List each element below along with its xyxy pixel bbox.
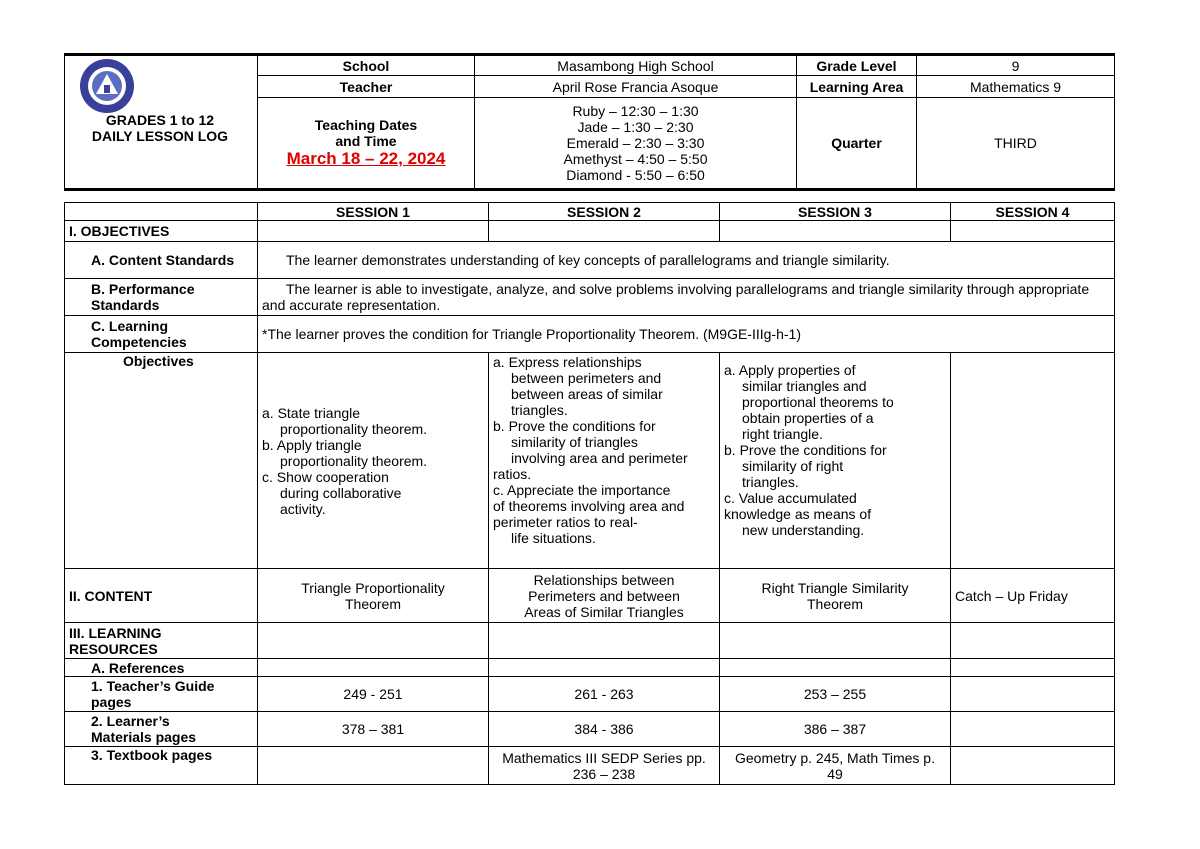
s3-obj-line: obtain properties of a [742, 410, 874, 426]
s2-obj-line: triangles. [511, 402, 568, 418]
s3-obj-line: triangles. [742, 474, 799, 490]
content-standards-text: The learner demonstrates understanding of key concepts of parallelograms and triangle similarity. [258, 242, 1115, 279]
teacher-label: Teacher [258, 76, 475, 98]
session-3-objectives [720, 353, 951, 569]
s2-obj-line: c. Appreciate the importance [493, 482, 671, 498]
s2-obj-line: ratios. [493, 466, 532, 482]
schedule-amethyst: Amethyst – 4:50 – 5:50 [563, 151, 708, 167]
session-2-objectives [489, 353, 720, 569]
session-1-objectives [258, 353, 489, 569]
session-1-header: SESSION 1 [258, 203, 489, 221]
session-4-content: Catch – Up Friday [951, 569, 1115, 623]
content-standards-label: A. Content Standards [65, 242, 258, 279]
school-label: School [258, 55, 475, 76]
teaching-dates-label-2: and Time [335, 133, 397, 149]
tg-session-3: 253 – 255 [720, 677, 951, 712]
log-title-line-1: GRADES 1 to 12 [105, 112, 215, 128]
s3-obj-line: c. Value accumulated [724, 490, 857, 506]
performance-standards-text: The learner is able to investigate, analyze, and solve problems involving parallelograms and triangle similarity through appropriate and accurate representation. [258, 279, 1115, 316]
lesson-table [64, 202, 1115, 785]
references-label: A. References [65, 659, 258, 677]
schedule-ruby: Ruby – 12:30 – 1:30 [572, 103, 699, 119]
performance-standards-label: B. Performance Standards [65, 279, 258, 316]
learners-materials-label: 2. Learner’s Materials pages [65, 712, 258, 747]
lm-session-4 [951, 712, 1115, 747]
grade-level-value: 9 [917, 55, 1115, 76]
tg-session-4 [951, 677, 1115, 712]
s2-obj-line: between areas of similar [511, 386, 663, 402]
learning-area-label: Learning Area [797, 76, 917, 98]
s3-obj-line: b. Prove the conditions for [724, 442, 887, 458]
s1-obj-line: proportionality theorem. [280, 420, 428, 437]
header-info-table [64, 53, 1115, 191]
s3-obj-line: similar triangles and [742, 378, 867, 394]
s1-obj-line: a. State triangle [262, 404, 361, 421]
teachers-guide-label: 1. Teacher’s Guide pages [65, 677, 258, 712]
content-label: II. CONTENT [65, 569, 258, 623]
teaching-dates-cell [258, 98, 475, 190]
objectives-heading: I. OBJECTIVES [65, 221, 258, 242]
teaching-dates-value: March 18 – 22, 2024 [286, 149, 446, 168]
s3-obj-line: knowledge as means of [724, 506, 872, 522]
lm-session-2: 384 - 386 [489, 712, 720, 747]
s1-obj-line: during collaborative [280, 484, 402, 501]
log-title-line-2: DAILY LESSON LOG [91, 128, 229, 144]
s2-obj-line: b. Prove the conditions for [493, 418, 656, 434]
s1-obj-line: proportionality theorem. [280, 452, 428, 469]
lm-session-1: 378 – 381 [258, 712, 489, 747]
s1-obj-line: b. Apply triangle [262, 436, 362, 453]
tg-session-2: 261 - 263 [489, 677, 720, 712]
school-value: Masambong High School [475, 55, 797, 76]
schedule-jade: Jade – 1:30 – 2:30 [577, 119, 694, 135]
teaching-dates-label-1: Teaching Dates [314, 117, 418, 133]
quarter-label: Quarter [797, 98, 917, 190]
textbook-pages-label: 3. Textbook pages [65, 747, 258, 785]
session-2-header: SESSION 2 [489, 203, 720, 221]
grade-level-label: Grade Level [797, 55, 917, 76]
schedule-diamond: Diamond - 5:50 – 6:50 [566, 167, 705, 183]
s3-obj-line: proportional theorems to [742, 394, 894, 410]
s2-obj-line: perimeter ratios to real- [493, 514, 638, 530]
session-4-header: SESSION 4 [951, 203, 1115, 221]
session-3-content: Right Triangle Similarity Theorem [720, 569, 951, 623]
s2-obj-line: between perimeters and [511, 370, 662, 386]
s2-obj-line: involving area and perimeter [511, 450, 688, 466]
session-2-content: Relationships between Perimeters and between Areas of Similar Triangles [489, 569, 720, 623]
s1-obj-line: activity. [280, 500, 326, 517]
corner-cell [65, 203, 258, 221]
s3-obj-line: a. Apply properties of [724, 362, 856, 378]
session-1-content: Triangle Proportionality Theorem [258, 569, 489, 623]
objectives-label: Objectives [65, 353, 258, 569]
learning-competencies-text: *The learner proves the condition for Triangle Proportionality Theorem. (M9GE-IIIg-h-1) [258, 316, 1115, 353]
tg-session-1: 249 - 251 [258, 677, 489, 712]
quarter-value: THIRD [917, 98, 1115, 190]
s1-obj-line: c. Show cooperation [262, 468, 389, 485]
schedule-emerald: Emerald – 2:30 – 3:30 [566, 135, 705, 151]
s2-obj-line: of theorems involving area and [493, 498, 685, 514]
learning-resources-label [65, 623, 258, 659]
session-4-objectives [951, 353, 1115, 569]
tb-session-3: Geometry p. 245, Math Times p. 49 [720, 747, 951, 785]
s3-obj-line: new understanding. [742, 522, 865, 538]
s3-obj-line: right triangle. [742, 426, 823, 442]
learning-competencies-label: C. Learning Competencies [65, 316, 258, 353]
s2-obj-line: a. Express relationships [493, 354, 642, 370]
logo-cell [65, 55, 258, 190]
s2-obj-line: life situations. [511, 530, 596, 546]
s2-obj-line: similarity of triangles [511, 434, 638, 450]
tb-session-4 [951, 747, 1115, 785]
schedule-cell [475, 98, 797, 190]
tb-session-1 [258, 747, 489, 785]
tb-session-2: Mathematics III SEDP Series pp. 236 – 238 [489, 747, 720, 785]
s3-obj-line: similarity of right [742, 458, 844, 474]
teacher-value: April Rose Francia Asoque [475, 76, 797, 98]
learning-area-value: Mathematics 9 [917, 76, 1115, 98]
session-3-header: SESSION 3 [720, 203, 951, 221]
lm-session-3: 386 – 387 [720, 712, 951, 747]
learning-resources-text: III. LEARNING RESOURCES [69, 624, 162, 657]
